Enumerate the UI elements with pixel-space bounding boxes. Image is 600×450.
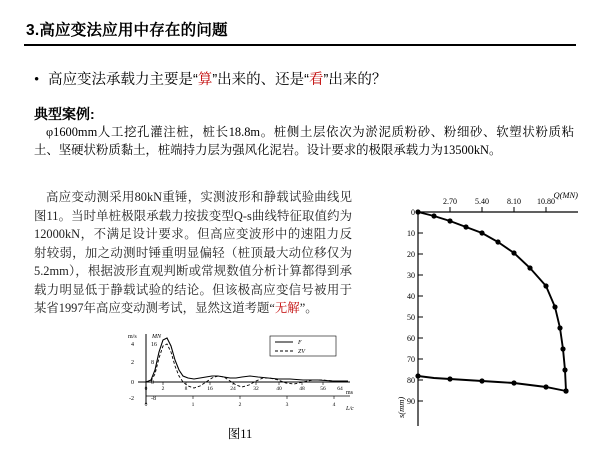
svg-text:16: 16	[207, 386, 213, 392]
analysis-part-c: ”。	[299, 301, 318, 315]
svg-text:60: 60	[407, 334, 415, 343]
wave-signal-svg	[118, 330, 358, 418]
svg-text:64: 64	[337, 386, 343, 392]
svg-text:90: 90	[407, 397, 415, 406]
svg-text:1: 1	[191, 402, 195, 408]
svg-text:8: 8	[184, 386, 188, 392]
svg-text:40: 40	[407, 292, 415, 301]
svg-text:70: 70	[407, 355, 415, 364]
svg-text:L/c: L/c	[346, 406, 354, 412]
svg-text:4: 4	[131, 342, 134, 348]
analysis-paragraph	[34, 188, 352, 318]
load-settlement-svg	[392, 186, 590, 436]
svg-text:8.10: 8.10	[507, 197, 521, 206]
svg-text:Q(MN): Q(MN)	[553, 190, 578, 200]
analysis-highlight-wujie: 无解	[274, 301, 300, 315]
wave-signal-chart	[118, 330, 358, 418]
svg-text:50: 50	[407, 313, 415, 322]
svg-text:2: 2	[131, 360, 134, 366]
figure-caption: 图11	[227, 427, 253, 441]
svg-text:30: 30	[407, 271, 415, 280]
bullet-highlight-suan: 算	[197, 72, 213, 88]
bullet-marker: •	[34, 72, 40, 88]
bullet-highlight-kan: 看	[309, 72, 324, 88]
svg-text:MN: MN	[152, 334, 161, 340]
svg-text:40: 40	[276, 386, 282, 392]
bullet-line	[34, 70, 574, 90]
svg-text:4: 4	[332, 402, 336, 408]
svg-text:2.70: 2.70	[443, 197, 457, 206]
svg-text:2: 2	[161, 386, 165, 392]
analysis-part-b: 速阻力反射较弱，加之动测时锤重明显偏轻（桩顶最大动位移仅为5.2mm），根据波形直观判断或常规数值分析计算都得到承载力明显低于静载试验的结论。但该极高应变信号被用于某省1997年高应变动测考试，显然这道考题“	[34, 227, 352, 315]
svg-text:16: 16	[151, 342, 157, 348]
svg-text:20: 20	[407, 250, 415, 259]
svg-text:-2: -2	[129, 396, 134, 402]
svg-text:-8: -8	[151, 396, 156, 402]
svg-text:24: 24	[230, 386, 236, 392]
svg-text:2: 2	[238, 402, 242, 408]
svg-text:5.40: 5.40	[475, 197, 489, 206]
svg-text:3: 3	[285, 402, 289, 408]
svg-text:s(mm): s(mm)	[396, 396, 406, 418]
svg-text:0: 0	[151, 380, 154, 386]
bullet-text-part3: ”出来的？	[323, 72, 387, 88]
legend-label-f: F	[298, 340, 302, 346]
svg-text:0: 0	[411, 208, 415, 217]
svg-text:0: 0	[131, 380, 134, 386]
svg-text:48: 48	[299, 386, 305, 392]
svg-text:10: 10	[407, 229, 415, 238]
svg-text:ms: ms	[346, 390, 354, 396]
svg-text:10.80: 10.80	[537, 197, 555, 206]
legend-label-zv: ZV	[298, 349, 306, 355]
load-settlement-curve	[392, 186, 590, 436]
svg-text:32: 32	[253, 386, 259, 392]
svg-text:8: 8	[151, 360, 154, 366]
analysis-part-a: 高应变动测采用80kN重锤，实测波形和静载试验曲线见图11。当时单桩极限承载力按拔变型Q-s曲线特征取值约为12000kN，不满足设计要求。但高应变波形中的	[34, 190, 352, 241]
svg-text:0: 0	[144, 402, 148, 408]
svg-text:56: 56	[320, 386, 326, 392]
case-description-paragraph: φ1600mm人工挖孔灌注桩，桩长18.8m。桩侧土层依次为淤泥质粉砂、粉细砂、软塑状粉质粘土、坚硬状粉质黏土，桩端持力层为强风化泥岩。设计要求的极限承载力为13500kN。	[34, 125, 574, 157]
case-heading: 典型案例:	[34, 106, 95, 122]
svg-text:0: 0	[144, 386, 148, 392]
page-title: 3.高应变法应用中存在的问题	[26, 22, 228, 39]
title-divider	[24, 44, 576, 46]
bullet-text-part2: ”出来的、还是“	[212, 72, 309, 88]
svg-text:m/s: m/s	[128, 334, 137, 340]
bullet-text	[48, 70, 386, 90]
bullet-text-part1: 高应变法承载力主要是“	[48, 72, 198, 88]
svg-text:80: 80	[407, 376, 415, 385]
